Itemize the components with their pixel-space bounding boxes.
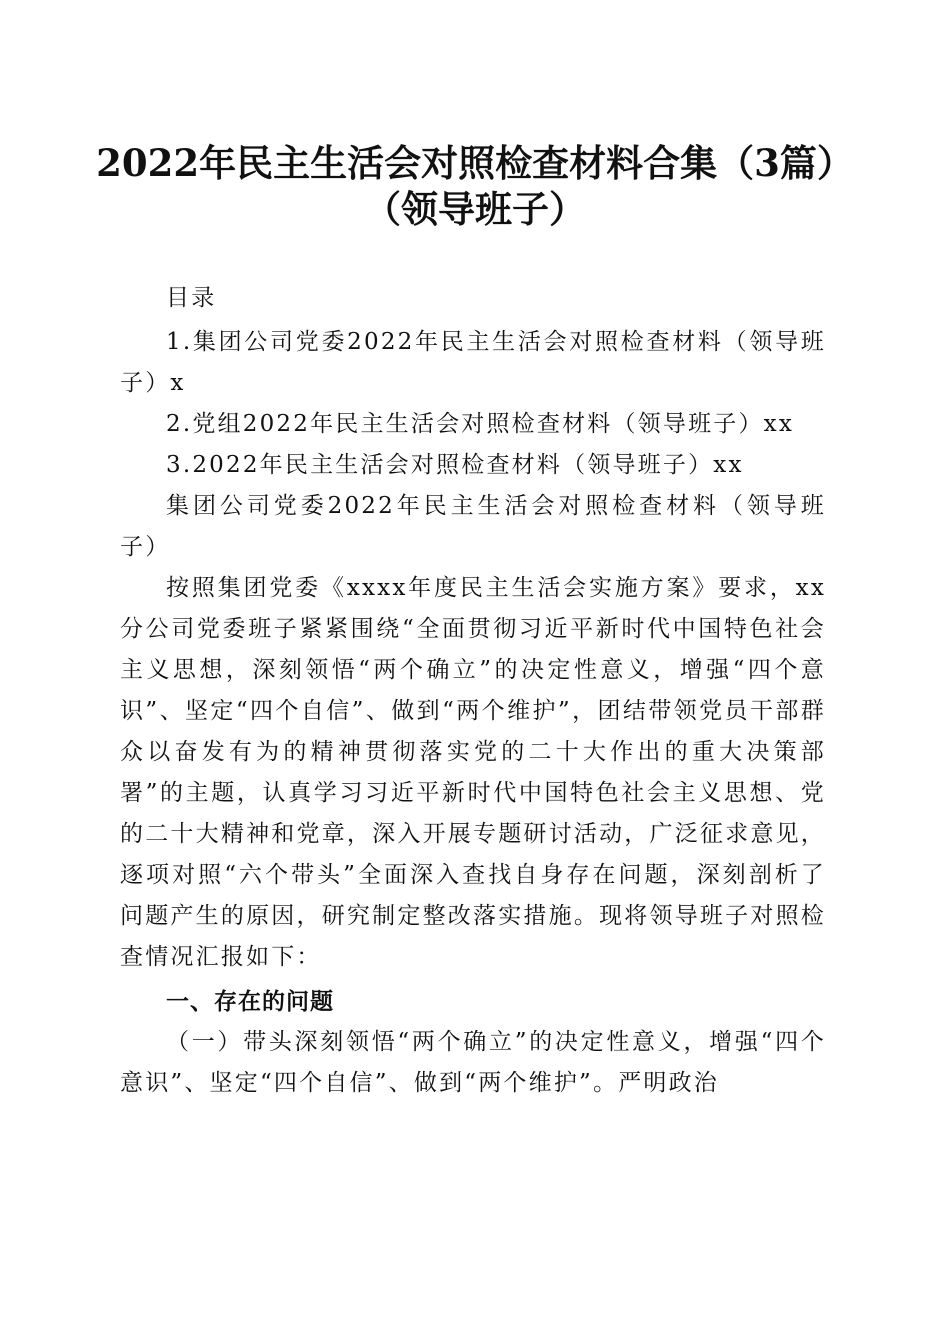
document-body — [120, 278, 826, 1104]
toc-item-3: 3.2022年民主生活会对照检查材料（领导班子）xx — [166, 452, 744, 478]
toc-label: 目录 — [166, 285, 217, 311]
subheading-1: （一）带头深刻领悟“两个确立”的决定性意义，增强“四个意识”、坚定“四个自信”、做到“两个维护”。严明政治 — [120, 1029, 826, 1096]
toc-item-1: 1.集团公司党委2022年民主生活会对照检查材料（领导班子）x — [120, 329, 826, 396]
toc-item-2: 2.党组2022年民主生活会对照检查材料（领导班子）xx — [166, 411, 795, 437]
document-subtitle: （领导班子） — [364, 187, 586, 231]
document-title: 2022年民主生活会对照检查材料合集（3篇） — [96, 141, 854, 185]
section-title: 集团公司党委2022年民主生活会对照检查材料（领导班子） — [120, 493, 826, 560]
intro-paragraph: 按照集团党委《xxxx年度民主生活会实施方案》要求，xx分公司党委班子紧紧围绕“全面贯彻习近平新时代中国特色社会主义思想，深刻领悟“两个确立”的决定性意义，增强“四个意识”、坚定“四个自信”、做到“两个维护”，团结带领党员干部群众以奋发有为的精神贯彻落实党的二十大作出的重大决策部署”的主题，认真学习习近平新时代中国特色社会主义思想、党的二十大精神和党章，深入开展专题研讨活动，广泛征求意见，逐项对照“六个带头”全面深入查找自身存在问题，深刻剖析了问题产生的原因，研究制定整改落实措施。现将领导班子对照检查情况汇报如下： — [120, 575, 826, 970]
heading-existing-problems: 一、存在的问题 — [166, 989, 334, 1015]
